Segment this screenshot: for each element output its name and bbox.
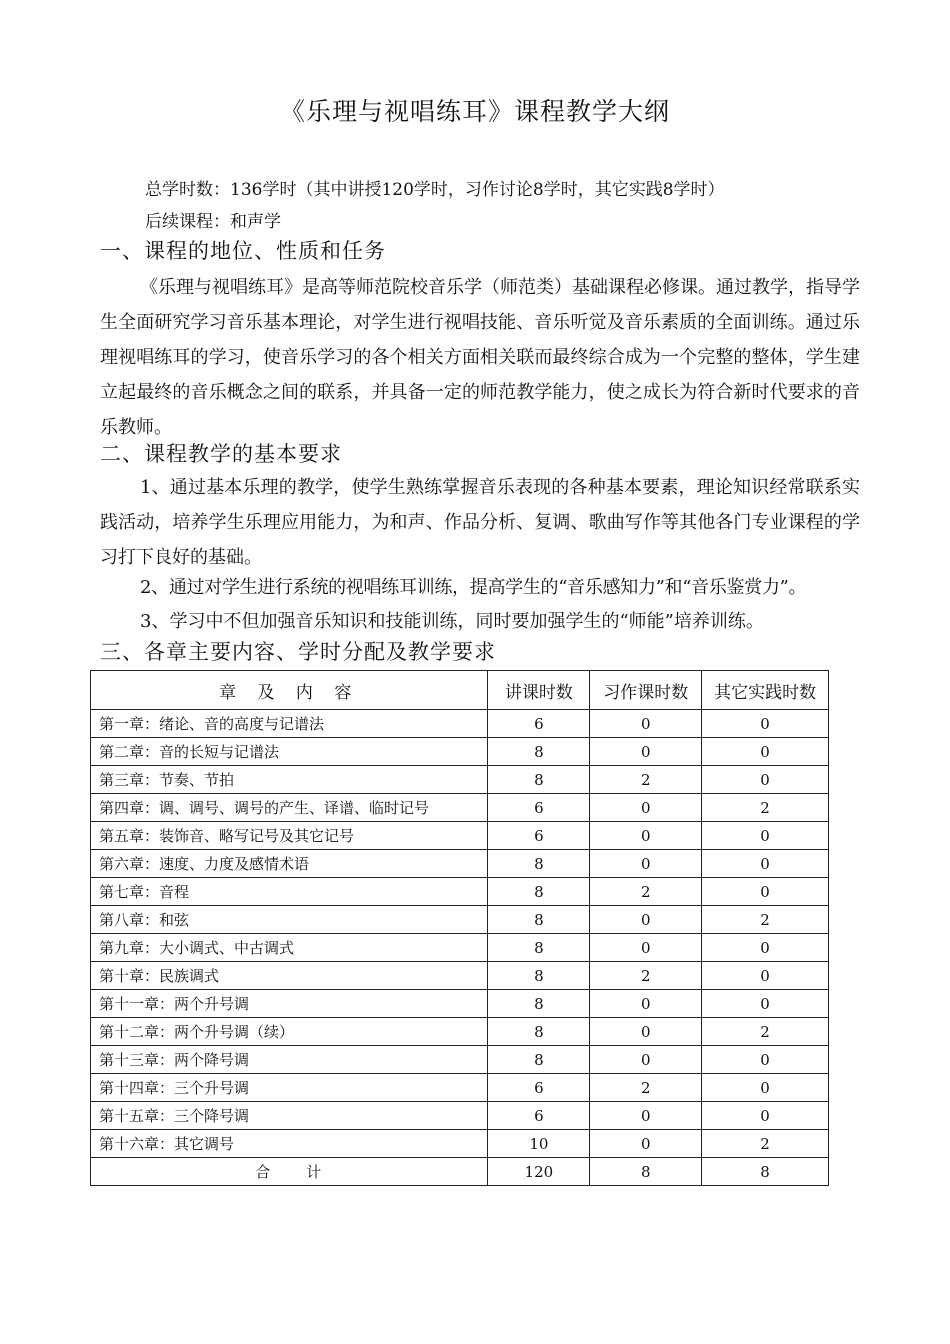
chapter-name-cell: 第十二章：两个升号调（续） xyxy=(91,1018,488,1046)
exercise-hours-cell: 0 xyxy=(590,1018,702,1046)
practice-hours-cell: 0 xyxy=(702,1102,829,1130)
chapter-name-cell: 第十五章：三个降号调 xyxy=(91,1102,488,1130)
practice-hours-cell: 0 xyxy=(702,738,829,766)
exercise-hours-cell: 0 xyxy=(590,934,702,962)
table-row xyxy=(91,794,829,822)
chapter-name-cell: 第一章：绪论、音的高度与记谱法 xyxy=(91,710,488,738)
followup-course-line: 后续课程：和声学 xyxy=(145,212,281,232)
total-exercise-hours: 8 xyxy=(590,1158,702,1186)
practice-hours-cell: 2 xyxy=(702,1130,829,1158)
chapter-name-cell: 第九章：大小调式、中古调式 xyxy=(91,934,488,962)
section-2-item-1: 1、通过基本乐理的教学，使学生熟练掌握音乐表现的各种基本要素，理论知识经常联系实践活动，培养学生乐理应用能力，为和声、作品分析、复调、歌曲写作等其他各门专业课程的学习打下良好的基础。 xyxy=(100,477,860,568)
chapter-name-cell: 第十六章：其它调号 xyxy=(91,1130,488,1158)
lecture-hours-cell: 8 xyxy=(488,962,590,990)
exercise-hours-cell: 2 xyxy=(590,1074,702,1102)
chapter-name-cell: 第七章：音程 xyxy=(91,878,488,906)
lecture-hours-cell: 10 xyxy=(488,1130,590,1158)
practice-hours-cell: 0 xyxy=(702,822,829,850)
table-row xyxy=(91,906,829,934)
exercise-hours-cell: 0 xyxy=(590,710,702,738)
practice-hours-cell: 0 xyxy=(702,990,829,1018)
exercise-hours-cell: 0 xyxy=(590,794,702,822)
table-total-row xyxy=(91,1158,829,1186)
total-lecture-hours: 120 xyxy=(488,1158,590,1186)
practice-hours-cell: 2 xyxy=(702,794,829,822)
chapter-name-cell: 第四章：调、调号、调号的产生、译谱、临时记号 xyxy=(91,794,488,822)
exercise-hours-cell: 0 xyxy=(590,850,702,878)
exercise-hours-cell: 0 xyxy=(590,1102,702,1130)
table-row xyxy=(91,766,829,794)
header-chapter-content: 章 及 内 容 xyxy=(91,671,488,710)
chapter-name-cell: 第十章：民族调式 xyxy=(91,962,488,990)
header-lecture-hours: 讲课时数 xyxy=(488,671,590,710)
table-row xyxy=(91,934,829,962)
total-practice-hours: 8 xyxy=(702,1158,829,1186)
table-row xyxy=(91,822,829,850)
section-3-heading: 三、各章主要内容、学时分配及教学要求 xyxy=(100,640,496,664)
chapter-name-cell: 第十三章：两个降号调 xyxy=(91,1046,488,1074)
document-title: 《乐理与视唱练耳》课程教学大纲 xyxy=(279,97,670,126)
lecture-hours-cell: 8 xyxy=(488,934,590,962)
practice-hours-cell: 0 xyxy=(702,878,829,906)
lecture-hours-cell: 8 xyxy=(488,1046,590,1074)
table-row xyxy=(91,738,829,766)
exercise-hours-cell: 2 xyxy=(590,766,702,794)
exercise-hours-cell: 0 xyxy=(590,990,702,1018)
header-practice-hours: 其它实践时数 xyxy=(702,671,829,710)
table-row xyxy=(91,710,829,738)
lecture-hours-cell: 6 xyxy=(488,1074,590,1102)
table-row xyxy=(91,1074,829,1102)
practice-hours-cell: 0 xyxy=(702,850,829,878)
header-exercise-hours: 习作课时数 xyxy=(590,671,702,710)
table-header-row xyxy=(91,671,829,710)
lecture-hours-cell: 6 xyxy=(488,822,590,850)
lecture-hours-cell: 8 xyxy=(488,766,590,794)
exercise-hours-cell: 0 xyxy=(590,738,702,766)
lecture-hours-cell: 8 xyxy=(488,738,590,766)
lecture-hours-cell: 6 xyxy=(488,794,590,822)
lecture-hours-cell: 8 xyxy=(488,990,590,1018)
total-label: 合 计 xyxy=(91,1158,488,1186)
chapter-name-cell: 第五章：装饰音、略写记号及其它记号 xyxy=(91,822,488,850)
lecture-hours-cell: 6 xyxy=(488,1102,590,1130)
section-2-heading: 二、课程教学的基本要求 xyxy=(100,442,342,466)
practice-hours-cell: 0 xyxy=(702,710,829,738)
lecture-hours-cell: 8 xyxy=(488,1018,590,1046)
exercise-hours-cell: 2 xyxy=(590,962,702,990)
exercise-hours-cell: 0 xyxy=(590,1046,702,1074)
section-1-heading: 一、课程的地位、性质和任务 xyxy=(100,239,386,263)
practice-hours-cell: 0 xyxy=(702,934,829,962)
table-row xyxy=(91,1130,829,1158)
exercise-hours-cell: 0 xyxy=(590,1130,702,1158)
practice-hours-cell: 0 xyxy=(702,962,829,990)
lecture-hours-cell: 8 xyxy=(488,878,590,906)
exercise-hours-cell: 0 xyxy=(590,822,702,850)
table-row xyxy=(91,1102,829,1130)
chapter-name-cell: 第十四章：三个升号调 xyxy=(91,1074,488,1102)
lecture-hours-cell: 8 xyxy=(488,850,590,878)
practice-hours-cell: 0 xyxy=(702,766,829,794)
chapter-name-cell: 第八章：和弦 xyxy=(91,906,488,934)
table-row xyxy=(91,878,829,906)
table-row xyxy=(91,1018,829,1046)
practice-hours-cell: 2 xyxy=(702,1018,829,1046)
practice-hours-cell: 2 xyxy=(702,906,829,934)
chapter-name-cell: 第二章：音的长短与记谱法 xyxy=(91,738,488,766)
table-row xyxy=(91,962,829,990)
table-row xyxy=(91,850,829,878)
table-row xyxy=(91,1046,829,1074)
chapter-name-cell: 第三章：节奏、节拍 xyxy=(91,766,488,794)
total-hours-line: 总学时数：136学时（其中讲授120学时，习作讨论8学时，其它实践8学时） xyxy=(145,180,725,200)
section-2-item-2: 2、通过对学生进行系统的视唱练耳训练，提高学生的“音乐感知力”和“音乐鉴赏力”。 xyxy=(140,577,807,598)
exercise-hours-cell: 2 xyxy=(590,878,702,906)
practice-hours-cell: 0 xyxy=(702,1074,829,1102)
section-1-paragraph: 《乐理与视唱练耳》是高等师范院校音乐学（师范类）基础课程必修课。通过教学，指导学生全面研究学习音乐基本理论，对学生进行视唱技能、音乐听觉及音乐素质的全面训练。通过乐理视唱练耳的学习，使音乐学习的各个相关方面相关联而最终综合成为一个完整的整体，学生建立起最终的音乐概念之间的联系，并具备一定的师范教学能力，使之成长为符合新时代要求的音乐教师。 xyxy=(100,277,860,438)
practice-hours-cell: 0 xyxy=(702,1046,829,1074)
lecture-hours-cell: 8 xyxy=(488,906,590,934)
chapter-name-cell: 第十一章：两个升号调 xyxy=(91,990,488,1018)
chapter-hours-table xyxy=(90,670,829,1186)
table-row xyxy=(91,990,829,1018)
lecture-hours-cell: 6 xyxy=(488,710,590,738)
chapter-name-cell: 第六章：速度、力度及感情术语 xyxy=(91,850,488,878)
exercise-hours-cell: 0 xyxy=(590,906,702,934)
section-2-item-3: 3、学习中不但加强音乐知识和技能训练，同时要加强学生的“师能”培养训练。 xyxy=(140,611,764,632)
